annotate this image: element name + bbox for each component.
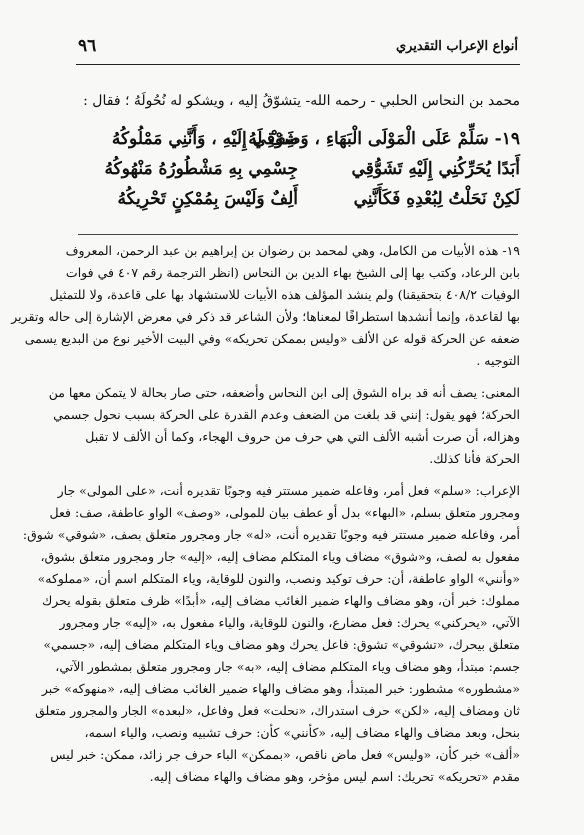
footnote-line: التوجيه . [476, 353, 520, 368]
irab-line: ومجرور متعلق بسلم، «البهاء» بدل أو عطف بيان للمولى، «وصف» الواو عاطفة، صف: فعل [49, 505, 520, 520]
hemistich-second: أَلِفٌ وَلَيْسَ بِمُمْكِنٍ تَحْرِيكُهُ [117, 189, 298, 209]
hemistich-second: جِسْمِي بِهِ مَشْطُورُهُ مَنْهُوكُهُ [104, 159, 298, 179]
running-title: أنواع الإعراب التقديري [395, 39, 518, 54]
header-rule [76, 64, 520, 65]
footnote-line: بابن الرعاد، وكتب بها إلى الشيخ بهاء الدين بن النحاس (انظر الترجمة رقم ٤٠٧ في فوات [65, 265, 520, 280]
footnote-line: ١٩- هذه الأبيات من الكامل، وهي لمحمد بن رضوان بن إبراهيم بن عبد الرحمن، المعروف [65, 243, 520, 258]
footnote-line: الوفيات ٤٠٨/٢ بتحقيقنا) ولم ينشد المؤلف هذه الأبيات للاستشهاد بها على قاعدة، ولا للتمثيل [49, 287, 520, 302]
footnote-line: ضعفه عن الحركة قوله عن الألف «وليس بممكن تحريكه» وفي البيت الأخير نوع من البديع يسمى [24, 331, 520, 346]
page-header [78, 36, 518, 60]
page-number: ٩٦ [78, 36, 97, 56]
irab-line: «وأنني» الواو عاطفة، أن: حرف توكيد ونصب، والنون للوقاية، وياء المتكلم اسم أن، «مملوكه» [37, 571, 520, 586]
irab-line: مقدم «تحريكه» تحريك: اسم ليس مؤخر، وهو مضاف والهاء مضاف إليه. [149, 769, 520, 784]
footnote-line: بها لقاعدة، وإنما أنشدها استطرافًا لمعناها؛ ولأن الشاعر قد ذكر في معرض الإشارة إلى حاله وتقرير [11, 309, 520, 324]
irab-line: «ألف» خبر كأن، «وليس» فعل ماض ناقص، «بممكن» الباء حرف جر زائد، ممكن: خبر ليس [50, 747, 520, 762]
footnote-separator [78, 234, 518, 235]
footnote-meaning [48, 382, 520, 470]
hemistich-second: شَوْقِي إِلَيْهِ ، وَأَنَّنِي مَمْلُوكُهُ [111, 129, 298, 149]
hemistich-first: ١٩- سَلِّمْ عَلَى الْمَوْلَى الْبَهَاءِ ، وَصِفْ لَهُ [248, 129, 520, 149]
hemistich-first: أَبَدًا يُحَرِّكُنِي إِلَيْهِ تَشَوُّقِي [351, 159, 520, 179]
meaning-line: وهزاله، أن صرت أشبه الألف التي هي حرف من حروف الهجاء، وكما أن الألف لا تقبل [85, 429, 520, 444]
irab-line: الآتي، «يحركني» يحرك: فعل مضارع، والنون للوقاية، والياء مفعول به، «إليه» جار ومجرور [59, 615, 520, 630]
irab-line: بنحل، وبعد مضاف والهاء مضاف إليه، «كأنني» كأن: حرف تشبيه ونصب، والياء اسمه، [84, 725, 520, 740]
irab-line: مفعول به لصف، و«شوق» مضاف وياء المتكلم مضاف إليه، «إليه» جار ومجرور متعلق بشوق، [40, 549, 520, 564]
irab-line: متعلق بيحرك، «تشوقي» تشوق: فاعل يحرك وهو مضاف وياء المتكلم مضاف إليه، «جسمي» [43, 637, 520, 652]
irab-line: جسم: مبتدأ، وهو مضاف وياء المتكلم مضاف إليه، «به» جار ومجرور متعلق بمشطور الآتي، [55, 659, 520, 674]
meaning-line: الحركة فأنا كذلك. [429, 451, 520, 466]
irab-line: مملوك: خبر أن، وهو مضاف والهاء ضمير الغائب مضاف إليه، «أبدًا» ظرف متعلق بقوله يحرك [41, 593, 520, 608]
poem [78, 124, 520, 214]
intro-line: محمد بن النحاس الحلبي - رحمه الله- يتشوّقُ إليه ، ويشكو له نُحُولَهُ ؛ فقال : [83, 93, 520, 109]
intro-text [78, 90, 520, 112]
verse-row [78, 184, 520, 214]
irab-line: الإعراب: «سلم» فعل أمر، وفاعله ضمير مستتر فيه وجوبًا تقديره أنت، «على المولى» جار [57, 483, 520, 498]
meaning-line: الحركة؛ فهو يقول: إنني قد بلغت من الضعف وعدم القدرة على الحركة بسبب نحول جسمي [53, 407, 520, 422]
irab-line: أمر، وفاعله ضمير مستتر فيه وجوبًا تقديره أنت، «له» جار ومجرور متعلق بصف، «شوقي» شوق: [22, 527, 520, 542]
irab-line: ثان ومضاف إليه، «لكن» حرف استدراك، «نحلت» فعل وفاعل، «لبعده» الجار والمجرور متعلق [35, 703, 520, 718]
irab-line: «مشطوره» مشطور: خبر المبتدأ، وهو مضاف والهاء ضمير الغائب مضاف إليه، «منهوكه» خبر [41, 681, 520, 696]
verse-row [78, 124, 520, 154]
footnote-irab [22, 480, 520, 788]
verse-row [78, 154, 520, 184]
meaning-line: المعنى: يصف أنه قد براه الشوق إلى ابن النحاس وأضعفه، حتى صار بحالة لا يتمكن معها من [48, 385, 520, 400]
hemistich-first: لَكِنْ نَحَلْتُ لِبُعْدِهِ فَكَأَنَّنِي [353, 189, 520, 209]
footnote-source [11, 240, 520, 372]
